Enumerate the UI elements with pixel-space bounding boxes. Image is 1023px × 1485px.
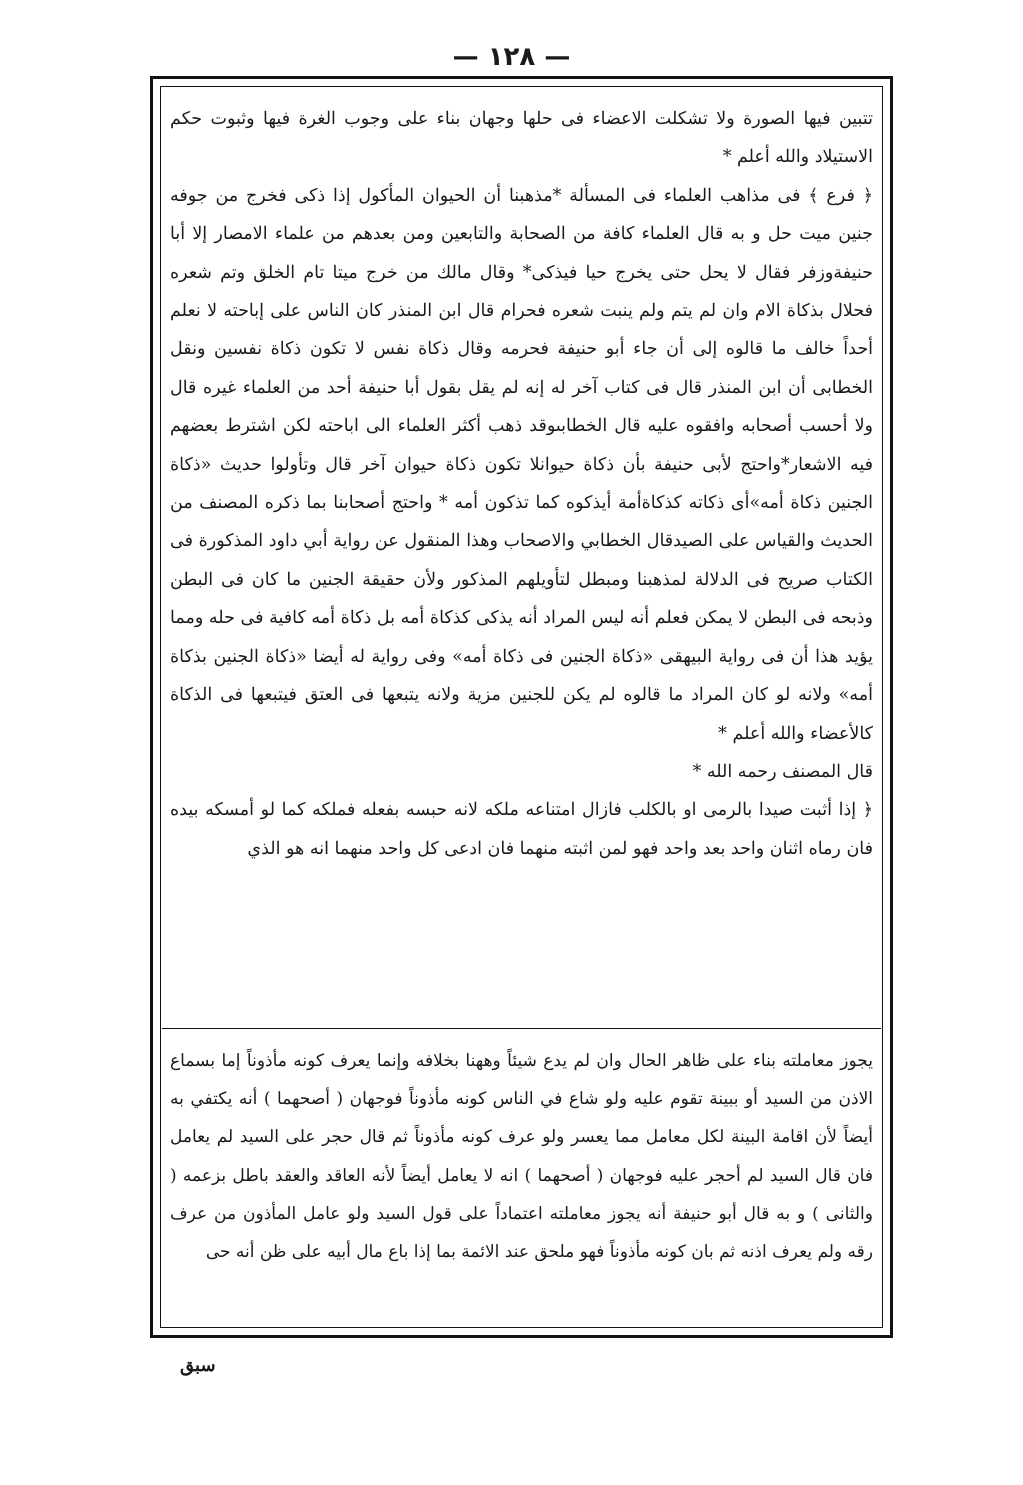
main-paragraph: تتبين فيها الصورة ولا تشكلت الاعضاء فى حلها وجهان بناء على وجوب الغرة فيها وثبوت حكم الاستيلاد والله أعلم * [170, 109, 873, 168]
section-divider [162, 1028, 881, 1029]
main-paragraph: ﴿ إذا أثبت صيدا بالرمى او بالكلب فازال امتناعه ملكه لانه حبسه بفعله فملكه كما لو أمسكه بيده فان رماه اثنان واحد بعد واحد فهو لمن اثبته منهما فان ادعى كل واحد منهما انه هو الذي [170, 800, 873, 859]
catchword: سبق [180, 1355, 216, 1376]
main-text-block [170, 100, 873, 1010]
commentary-paragraph: يجوز معاملته بناء على ظاهر الحال وان لم يدع شيئاً وههنا بخلافه وإنما يعرف كونه مأذوناً إما بسماع الاذن من السيد أو ببينة تقوم عليه ولو شاع في الناس كونه مأذوناً فوجهان ( أصحهما ) أنه يكتفي به أيضاً لأن اقامة البينة لكل معامل مما يعسر ولو عرف كونه مأذوناً ثم قال حجر على السيد لم يعامل فان قال السيد لم أحجر عليه فوجهان ( أصحهما ) انه لا يعامل أيضاً لأنه العاقد والعقد باطل بزعمه ( والثانى ) و به قال أبو حنيفة أنه يجوز معاملته اعتماداً على قول السيد ولو عامل المأذون من عرف رقه ولم يعرف اذنه ثم بان كونه مأذوناً فهو ملحق عند الائمة بما إذا باع مال أبيه على ظن أنه حى [170, 1051, 873, 1263]
author-heading: قال المصنف رحمه الله * [692, 761, 873, 782]
main-paragraph: ﴿ فرع ﴾ فى مذاهب العلماء فى المسألة *مذهبنا أن الحيوان المأكول إذا ذكى فخرج من جوفه جنين ميت حل و به قال العلماء كافة من الصحابة والتابعين ومن بعدهم من علماء الامصار إلا أبا حنيفةوزفر فقال لا يحل حتى يخرج حيا فيذكى* وقال مالك من خرج ميتا تام الخلق وتم شعره فحلال بذكاة الام وان لم يتم ولم ينبت شعره فحرام قال ابن المنذر كان الناس على إباحته لا نعلم أحداً خالف ما قالوه إلى أن جاء أبو حنيفة فحرمه وقال ذكاة نفس لا تكون ذكاة نفسين ونقل الخطابى أن ابن المنذر قال فى كتاب آخر له إنه لم يقل بقول أبا حنيفة أحد من العلماء غيره قال ولا أحسب أصحابه وافقوه عليه قال الخطابىوقد ذهب أكثر العلماء الى اباحته لكن اشترط بعضهم فيه الاشعار*واحتج لأبى حنيفة بأن ذكاة حيوانلا تكون ذكاة حيوان آخر قال وتأولوا حديث «ذكاة الجنين ذكاة أمه»أى ذكاته كذكاةأمة أيذكوه كما تذكون أمه * واحتج أصحابنا بما ذكره المصنف من الحديث والقياس على الصيدقال الخطابي والاصحاب وهذا المنقول عن رواية أبي داود المذكورة فى الكتاب صريح فى الدلالة لمذهبنا ومبطل لتأويلهم المذكور ولأن حقيقة الجنين ما كان فى البطن وذبحه فى البطن لا يمكن فعلم أنه ليس المراد أنه يذكى كذكاة أمه بل ذكاة أمه كافية فى حله ومما يؤيد هذا أن فى رواية البيهقى «ذكاة الجنين فى ذكاة أمه» وفى رواية له أيضا «ذكاة الجنين بذكاة أمه» ولانه لو كان المراد ما قالوه لم يكن للجنين مزية ولانه يتبعها فى العتق فيتبعها فى الذكاة كالأعضاء والله أعلم * [170, 185, 873, 744]
page-number: — ١٢٨ — [452, 42, 571, 72]
commentary-text-block [170, 1042, 873, 1322]
